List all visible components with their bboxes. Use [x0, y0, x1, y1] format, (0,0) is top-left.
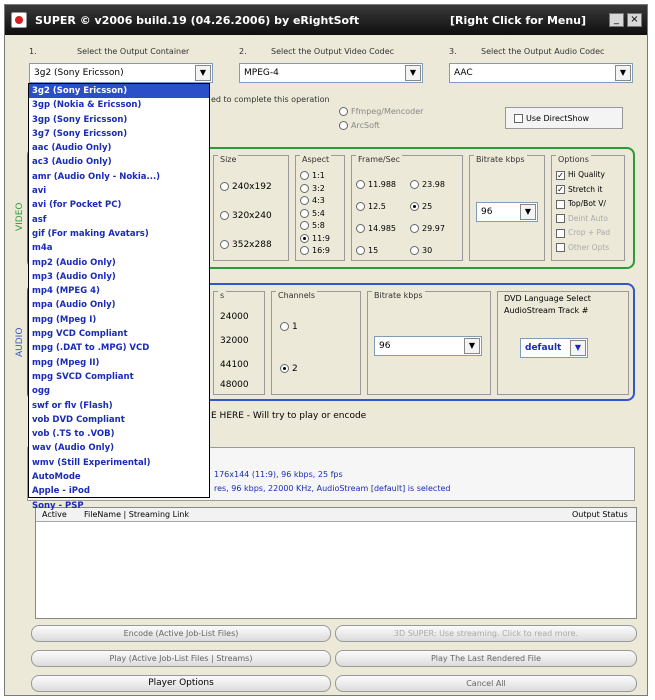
info-line-2: res, 96 kbps, 22000 KHz, AudioStream [default] is selected: [214, 484, 451, 493]
aspect-title: Aspect: [302, 155, 330, 164]
chevron-down-icon[interactable]: ▼: [464, 338, 480, 354]
sampling-option[interactable]: 32000: [220, 336, 249, 346]
size-option[interactable]: 320x240: [220, 211, 272, 221]
radio-icon: [339, 121, 348, 130]
dropdown-item[interactable]: Sony - PSP: [32, 500, 84, 511]
aspect-option[interactable]: 5:4: [300, 208, 330, 221]
fps-option[interactable]: 14.985: [356, 218, 396, 240]
operation-hint: ed to complete this operation: [211, 95, 330, 104]
right-click-hint: [Right Click for Menu]: [450, 14, 587, 27]
video-options-title: Options: [558, 155, 589, 164]
aspect-box: [295, 155, 345, 261]
dvd-language-title: DVD Language Select: [504, 294, 591, 303]
sampling-option[interactable]: 44100: [220, 360, 249, 370]
player-options-button[interactable]: Player Options: [31, 675, 331, 692]
radio-icon: [410, 180, 419, 189]
sampling-option[interactable]: 24000: [220, 312, 249, 322]
output-container-select[interactable]: [29, 63, 213, 83]
checkbox-icon: [556, 200, 565, 209]
audio-bitrate-title: Bitrate kbps: [374, 291, 423, 300]
step2-number: 2.: [239, 47, 247, 56]
dropdown-item[interactable]: avi: [32, 186, 47, 197]
video-option[interactable]: ✓ Stretch it: [557, 184, 603, 194]
dropdown-item[interactable]: gif (For making Avatars): [32, 228, 149, 239]
dropdown-item[interactable]: wmv (Still Experimental): [32, 457, 151, 468]
fps-option[interactable]: 25: [410, 196, 445, 218]
dvd-track-title: AudioStream Track #: [504, 306, 589, 315]
radio-icon: [410, 246, 419, 255]
dropdown-item[interactable]: mp4 (MPEG 4): [32, 286, 100, 297]
aspect-options: [300, 170, 330, 258]
output-container-dropdown[interactable]: [28, 83, 210, 511]
radio-icon: [280, 322, 289, 331]
aspect-option[interactable]: 1:1: [300, 170, 330, 183]
radio-icon: [280, 364, 289, 373]
video-option[interactable]: Deint Auto: [556, 212, 610, 227]
channel-option-2[interactable]: 2: [280, 364, 298, 374]
dropdown-item[interactable]: aac (Audio Only): [32, 143, 112, 154]
dropdown-item[interactable]: mpa (Audio Only): [32, 300, 116, 311]
app-icon: [11, 12, 27, 28]
dropdown-item[interactable]: mp2 (Audio Only): [32, 257, 116, 268]
radio-icon: [300, 234, 309, 243]
dropdown-item[interactable]: mpg VCD Compliant: [32, 329, 128, 340]
direct-show-label: Use DirectShow: [526, 114, 590, 123]
fps-option[interactable]: 23.98: [410, 174, 445, 196]
dropdown-item[interactable]: 3g2 (Sony Ericsson): [29, 84, 209, 98]
minimize-button[interactable]: _: [609, 13, 624, 27]
play-button[interactable]: Play (Active Job-List Files | Streams): [31, 650, 331, 667]
radio-icon: [300, 221, 309, 230]
direct-show-toggle[interactable]: [505, 107, 623, 129]
dropdown-item[interactable]: avi (for Pocket PC): [32, 200, 122, 211]
aspect-option[interactable]: 5:8: [300, 220, 330, 233]
channel-option-1[interactable]: 1: [280, 322, 298, 332]
dropdown-item[interactable]: vob DVD Compliant: [32, 414, 125, 425]
dropdown-item[interactable]: mpg (Mpeg I): [32, 314, 97, 325]
video-size-box: [213, 155, 289, 261]
radio-icon: [300, 171, 309, 180]
arcsoft-radio[interactable]: ArcSoft: [339, 121, 380, 130]
aspect-option[interactable]: 4:3: [300, 195, 330, 208]
radio-icon: [220, 182, 229, 191]
window-title: SUPER © v2006 build.19 (04.26.2006) by eRightSoft: [35, 14, 360, 27]
chevron-down-icon[interactable]: ▼: [405, 65, 421, 81]
radio-icon: [356, 246, 365, 255]
fps-column-2: [410, 174, 445, 262]
dropdown-item[interactable]: vob (.TS to .VOB): [32, 429, 115, 440]
audio-bitrate-box: [367, 291, 491, 395]
audio-bitrate-value: 96: [379, 341, 391, 351]
job-list[interactable]: [35, 507, 637, 619]
dropdown-item[interactable]: asf: [32, 214, 47, 225]
chevron-down-icon[interactable]: ▼: [570, 340, 586, 356]
sampling-box: [213, 291, 265, 395]
aspect-option[interactable]: 11:9: [300, 233, 330, 246]
checkbox-icon: [514, 114, 523, 123]
radio-icon: [220, 211, 229, 220]
radio-icon: [356, 180, 365, 189]
fps-option[interactable]: 12.5: [356, 196, 396, 218]
size-option[interactable]: 240x192: [220, 182, 272, 192]
fps-option[interactable]: 11.988: [356, 174, 396, 196]
dropdown-item[interactable]: mpg SVCD Compliant: [32, 371, 134, 382]
aspect-option[interactable]: 16:9: [300, 245, 330, 258]
video-bitrate-value: 96: [481, 207, 493, 217]
dropdown-item[interactable]: amr (Audio Only - Nokia...): [32, 171, 161, 182]
dropdown-item[interactable]: mp3 (Audio Only): [32, 271, 116, 282]
checkbox-icon: [556, 229, 565, 238]
fps-title: Frame/Sec: [358, 155, 401, 164]
radio-icon: [300, 196, 309, 205]
checkbox-icon: ✓: [557, 170, 564, 180]
radio-icon: [356, 202, 365, 211]
video-bitrate-select[interactable]: [476, 202, 538, 222]
video-bitrate-box: [469, 155, 545, 261]
dropdown-item[interactable]: ogg: [32, 386, 51, 397]
video-option[interactable]: ✓ Hi Quality: [557, 170, 605, 180]
col-active: Active: [42, 510, 67, 519]
video-section-label: VIDEO: [15, 202, 25, 231]
radio-icon: [339, 107, 348, 116]
channels-box: [271, 291, 361, 395]
audio-codec-select[interactable]: [449, 63, 633, 83]
dvd-track-value: default: [525, 343, 562, 353]
dvd-track-select[interactable]: [520, 338, 588, 358]
video-options-box: [551, 155, 625, 261]
drop-hint: E HERE - Will try to play or encode: [211, 411, 367, 421]
ffmpeg-info-button[interactable]: 3D SUPER: Use streaming. Click to read more.: [335, 625, 637, 642]
chevron-down-icon[interactable]: ▼: [615, 65, 631, 81]
dropdown-item[interactable]: swf or flv (Flash): [32, 400, 113, 411]
chevron-down-icon[interactable]: ▼: [195, 65, 211, 81]
video-option[interactable]: Other Opts: [556, 241, 610, 256]
step2-label: Select the Output Video Codec: [271, 47, 395, 56]
radio-icon: [300, 246, 309, 255]
chevron-down-icon[interactable]: ▼: [520, 204, 536, 220]
sampling-title: s: [220, 291, 225, 300]
video-options-list: [556, 168, 610, 255]
info-line-1: 176x144 (11:9), 96 kbps, 25 fps: [214, 470, 343, 479]
play-last-button[interactable]: Play The Last Rendered File: [335, 650, 637, 667]
audio-codec-value: AAC: [454, 68, 473, 78]
radio-icon: [410, 224, 419, 233]
checkbox-icon: [556, 243, 565, 252]
size-option[interactable]: 352x288: [220, 240, 272, 250]
dropdown-item[interactable]: mpg (Mpeg II): [32, 357, 100, 368]
video-bitrate-title: Bitrate kbps: [476, 155, 525, 164]
col-status: Output Status: [572, 510, 628, 519]
video-option[interactable]: Top/Bot V/: [556, 197, 610, 212]
step1-number: 1.: [29, 47, 37, 56]
radio-icon: [300, 209, 309, 218]
dropdown-item[interactable]: 3gp (Nokia & Ericsson): [32, 100, 142, 111]
dropdown-item[interactable]: m4a: [32, 243, 53, 254]
radio-icon: [220, 240, 229, 249]
dropdown-item[interactable]: ac3 (Audio Only): [32, 157, 112, 168]
fps-option[interactable]: 30: [410, 240, 445, 262]
title-bar[interactable]: [5, 5, 647, 35]
dropdown-item[interactable]: mpg (.DAT to .MPG) VCD: [32, 343, 150, 354]
fps-option[interactable]: 15: [356, 240, 396, 262]
video-option[interactable]: Crop + Pad: [556, 226, 610, 241]
video-codec-value: MPEG-4: [244, 68, 279, 78]
step3-number: 3.: [449, 47, 457, 56]
audio-bitrate-select[interactable]: [374, 336, 482, 356]
channels-title: Channels: [278, 291, 316, 300]
cancel-all-button[interactable]: Cancel All: [335, 675, 637, 692]
video-size-title: Size: [220, 155, 237, 164]
dropdown-item[interactable]: AutoMode: [32, 472, 81, 483]
radio-icon: [410, 202, 419, 211]
fps-option[interactable]: 29.97: [410, 218, 445, 240]
radio-icon: [300, 184, 309, 193]
fps-box: [351, 155, 463, 261]
close-button[interactable]: ×: [627, 13, 642, 27]
radio-icon: [356, 224, 365, 233]
dropdown-item[interactable]: 3gp (Sony Ericsson): [32, 114, 128, 125]
ffmpeg-radio[interactable]: Ffmpeg/Mencoder: [339, 107, 423, 116]
video-codec-select[interactable]: [239, 63, 423, 83]
dropdown-item[interactable]: 3g7 (Sony Ericsson): [32, 128, 128, 139]
step1-label: Select the Output Container: [77, 47, 190, 56]
checkbox-icon: [556, 214, 565, 223]
fps-column-1: [356, 174, 396, 262]
encode-button[interactable]: Encode (Active Job-List Files): [31, 625, 331, 642]
sampling-option[interactable]: 48000: [220, 380, 249, 390]
dropdown-item[interactable]: wav (Audio Only): [32, 443, 115, 454]
checkbox-icon: ✓: [557, 185, 564, 194]
dvd-language-box: [497, 291, 629, 395]
audio-section-label: AUDIO: [15, 327, 25, 357]
aspect-option[interactable]: 3:2: [300, 183, 330, 196]
dropdown-item[interactable]: Apple - iPod: [32, 486, 90, 497]
col-filename: FileName | Streaming Link: [84, 510, 190, 519]
output-container-value: 3g2 (Sony Ericsson): [34, 68, 124, 78]
step3-label: Select the Output Audio Codec: [481, 47, 605, 56]
